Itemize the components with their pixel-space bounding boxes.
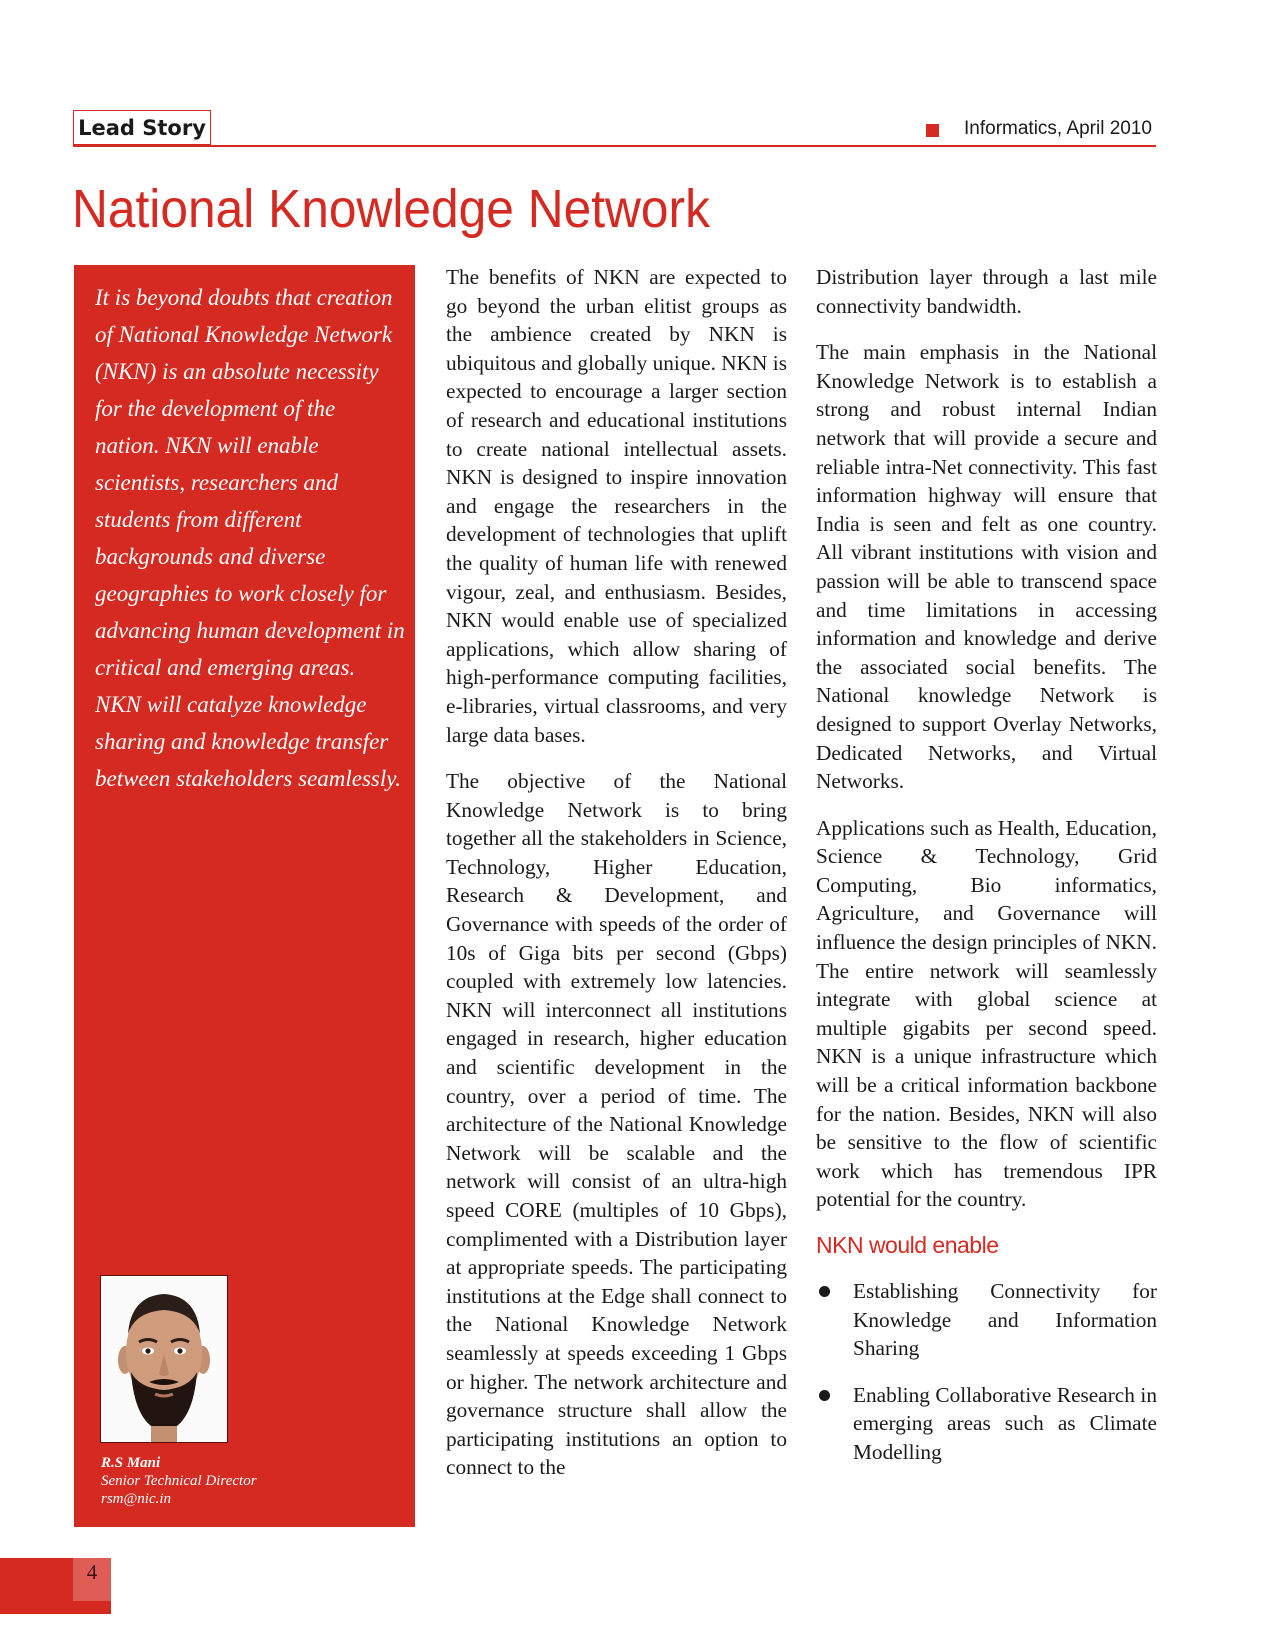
body-paragraph: The benefits of NKN are expected to go beyond the urban elitist groups as the ambience created by NKN is ubiquitous and globally unique. NKN is expected to encourage a larger section of research and educational institutions to create national intellectual assets. NKN is designed to inspire innovation and engage the researchers in the development of technologies that uplift the quality of human life with renewed vigour, zeal, and enthusiasm. Besides, NKN would enable use of specialized applications, which allow sharing of high-performance computing facilities, e-libraries, virtual classrooms, and very large data bases. <box>446 265 787 747</box>
issue-label: Informatics, April 2010 <box>964 118 1152 139</box>
pull-quote: It is beyond doubts that creation of National Knowledge Network (NKN) is an absolute necessity for the development of the nation. NKN will enable scientists, researchers and students from different backgrounds and diverse geographies to work closely for advancing human development in critical and emerging areas. NKN will catalyze knowledge sharing and knowledge transfer between stakeholders seamlessly. <box>95 285 405 791</box>
section-label: Lead Story <box>73 110 211 145</box>
list-item-text: Enabling Collaborative Research in emerging areas such as Climate Modelling <box>853 1382 1157 1464</box>
bullet-icon <box>819 1286 830 1297</box>
header-marker-square <box>926 124 939 137</box>
page-number: 4 <box>86 1560 98 1584</box>
list-item-text: Establishing Connectivity for Knowledge and Information Sharing <box>853 1279 1157 1361</box>
header-rule <box>73 145 1156 147</box>
author-photo <box>100 1275 228 1443</box>
section-subheading: NKN would enable <box>816 1232 999 1258</box>
footer-accent-bar <box>0 1558 73 1614</box>
article-column-2 <box>446 263 787 1500</box>
author-email[interactable]: rsm@nic.in <box>101 1491 172 1507</box>
body-paragraph: Applications such as Health, Education, Science & Technology, Grid Computing, Bio informatics, Agriculture, and Governance will influence the design principles of NKN. The entire network will seamlessly integrate with global science at multiple gigabits per second speed. NKN is a unique infrastructure which will be a critical information backbone for the nation. Besides, NKN will also be sensitive to the flow of scientific work which has tremendous IPR potential for the country. <box>816 815 1157 1212</box>
pull-quote-sidebar <box>74 265 415 1527</box>
article-title: National Knowledge Network <box>72 179 710 239</box>
body-paragraph: Distribution layer through a last mile connectivity bandwidth. <box>816 265 1157 318</box>
author-role: Senior Technical Director <box>101 1473 257 1489</box>
body-paragraph: The objective of the National Knowledge Network is to bring together all the stakeholders in Science, Technology, Higher Education, Research & Development, and Governance with speeds of the order of 10s of Giga bits per second (Gbps) coupled with extremely low latencies. NKN will interconnect all institutions engaged in research, higher education and scientific development in the country, over a period of time. The architecture of the National Knowledge Network will be scalable and the network will consist of an ultra-high speed CORE (multiples of 10 Gbps), complimented with a Distribution layer at appropriate speeds. The participating institutions at the Edge shall connect to the National Knowledge Network seamlessly at speeds exceeding 1 Gbps or higher. The network architecture and governance structure shall allow the participating institutions an option to connect to the <box>446 769 787 1480</box>
article-column-3 <box>816 263 1157 1485</box>
list-item <box>816 1277 1157 1363</box>
bullet-list <box>816 1277 1157 1467</box>
footer-accent-strip <box>73 1601 111 1614</box>
list-item <box>816 1381 1157 1467</box>
author-name: R.S Mani <box>101 1455 161 1471</box>
body-paragraph: The main emphasis in the National Knowledge Network is to establish a strong and robust internal Indian network that will provide a secure and reliable intra-Net connectivity. This fast information highway will ensure that India is seen and felt as one country. All vibrant institutions with vision and passion will be able to transcend space and time limitations in accessing information and knowledge and derive the associated social benefits. The National knowledge Network is designed to support Overlay Networks, Dedicated Networks, and Virtual Networks. <box>816 340 1157 794</box>
bullet-icon <box>819 1390 830 1401</box>
